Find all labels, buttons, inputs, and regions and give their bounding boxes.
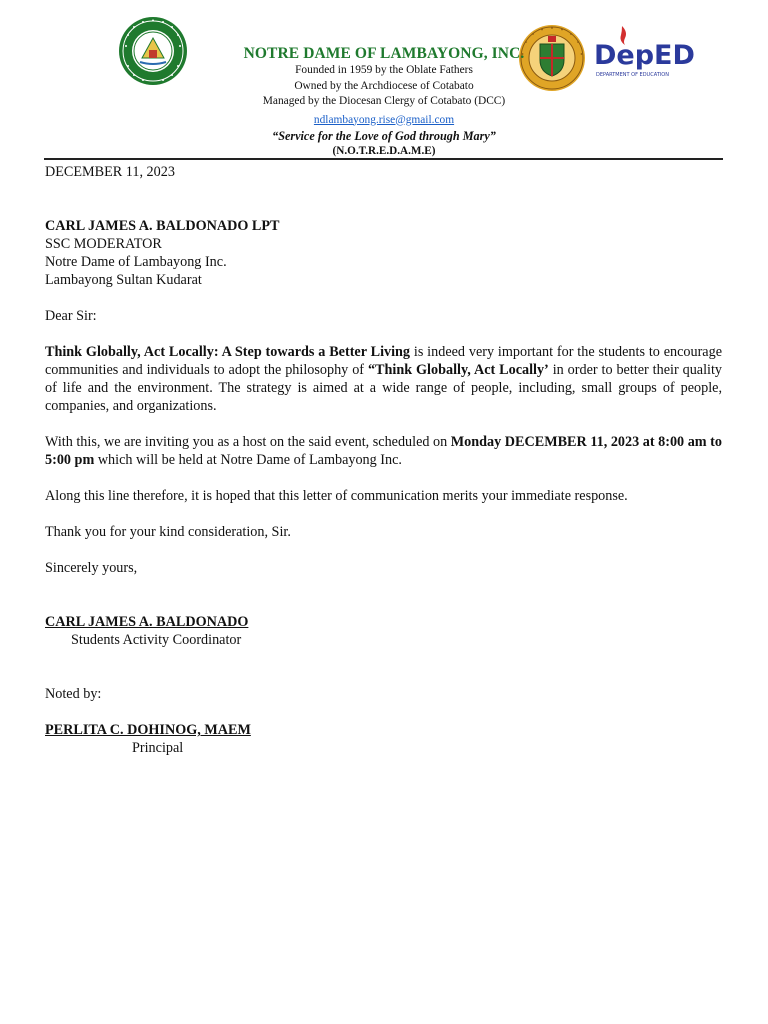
- paragraph-2-text-a: With this, we are inviting you as a host on the said event, scheduled on: [45, 434, 451, 450]
- recipient-address: Lambayong Sultan Kudarat: [45, 272, 202, 288]
- header-divider: [44, 158, 723, 160]
- paragraph-2: [45, 433, 722, 469]
- recipient-name: CARL JAMES A. BALDONADO LPT: [45, 218, 280, 234]
- paragraph-1-text-b: in order to better their quality of life and the environment. The strategy is aimed at a wide range of people, including, small groups of people, companies, and organizations.: [45, 362, 722, 414]
- svg-text:DepED: DepED: [594, 40, 695, 71]
- noter-title: Principal: [132, 740, 184, 756]
- recipient-org: Notre Dame of Lambayong Inc.: [45, 254, 227, 270]
- paragraph-2-text-b: which will be held at Notre Dame of Lambayong Inc.: [94, 452, 402, 468]
- paragraph-1: [45, 343, 722, 415]
- founded-line: Founded in 1959 by the Oblate Fathers: [295, 64, 473, 76]
- paragraph-1-text-a: is indeed very important for the students to encourage communities and individuals to adopt the philosophy of: [45, 344, 722, 378]
- motto: “Service for the Love of God through Mary”: [272, 129, 496, 143]
- salutation: Dear Sir:: [45, 308, 97, 324]
- letterhead: [200, 44, 568, 158]
- owned-line: Owned by the Archdiocese of Cotabato: [294, 79, 474, 92]
- noter-name: PERLITA C. DOHINOG, MAEM: [45, 722, 251, 738]
- signatory-title: Students Activity Coordinator: [71, 632, 242, 648]
- noted-by-label: Noted by:: [45, 686, 102, 702]
- paragraph-3: Along this line therefore, it is hoped that this letter of communication merits your immediate response.: [45, 488, 628, 504]
- svg-text:DEPARTMENT OF EDUCATION: DEPARTMENT OF EDUCATION: [596, 72, 669, 78]
- event-schedule: Monday DECEMBER 11, 2023 at 8:00 am to 5:00 pm: [45, 434, 722, 468]
- paragraph-4: Thank you for your kind consideration, Sir.: [45, 524, 291, 540]
- deped-logo-icon: [592, 24, 695, 82]
- recipient-title: SSC MODERATOR: [45, 236, 162, 252]
- letter-date: DECEMBER 11, 2023: [45, 164, 175, 180]
- email-link[interactable]: ndlambayong.rise@gmail.com: [313, 113, 455, 126]
- managed-line: Managed by the Diocesan Clergy of Cotabato (DCC): [262, 95, 506, 107]
- event-title: Think Globally, Act Locally: A Step towards a Better Living: [45, 344, 411, 360]
- acronym: (N.O.T.R.E.D.A.M.E): [332, 145, 436, 157]
- signatory-name: CARL JAMES A. BALDONADO: [45, 614, 249, 630]
- letter-body: [45, 163, 722, 757]
- closing: Sincerely yours,: [45, 560, 138, 576]
- philosophy-quote: “Think Globally, Act Locally’: [367, 362, 549, 378]
- school-seal-icon: [118, 16, 188, 86]
- school-name: NOTRE DAME OF LAMBAYONG, INC.: [243, 45, 525, 62]
